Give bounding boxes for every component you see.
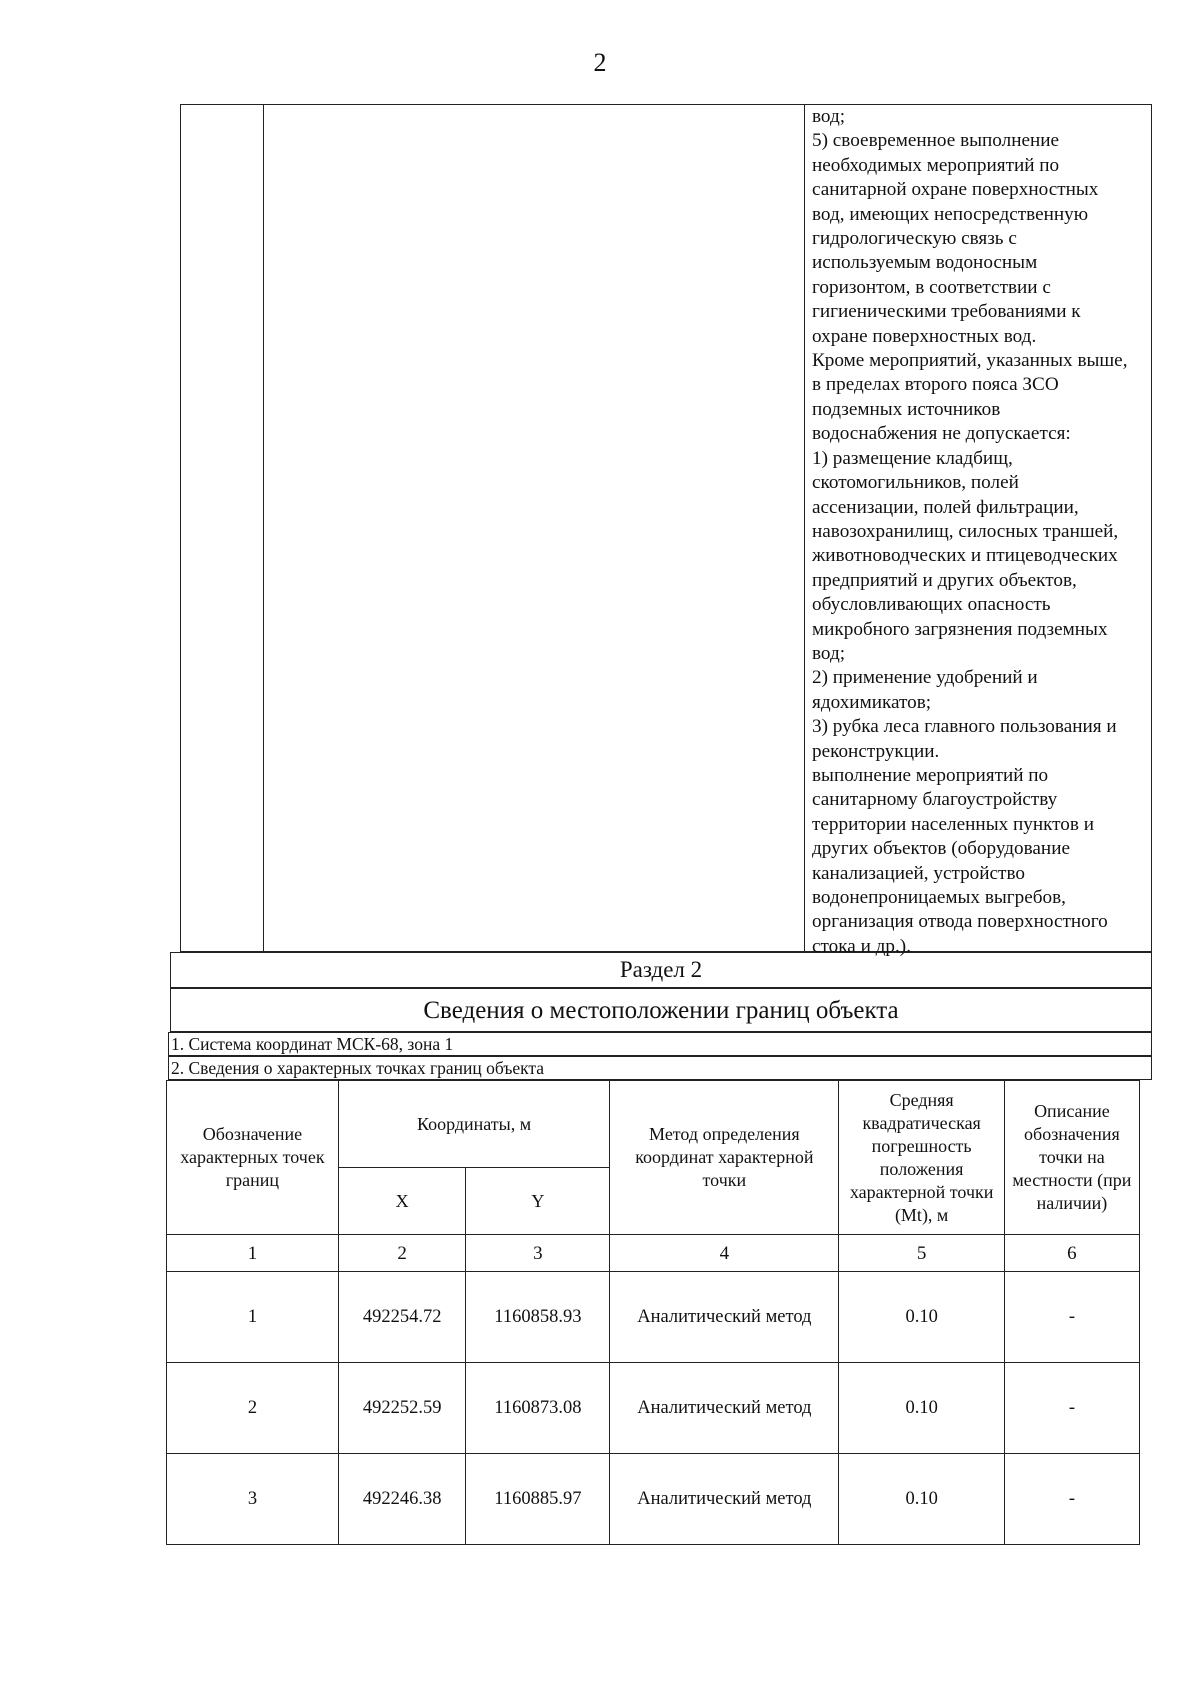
header-description: Описание обозначения точки на местности (при наличии) [1004, 1081, 1139, 1235]
text-line: организация отвода поверхностного [812, 911, 1108, 933]
text-line: стока и др.). [812, 935, 911, 957]
point-error: 0.10 [839, 1454, 1004, 1545]
points-caption: 2. Сведения о характерных точках границ объекта [168, 1056, 1152, 1080]
text-line: вод; [812, 642, 846, 664]
point-description: - [1004, 1272, 1139, 1363]
boundary-points-table [166, 1080, 1140, 1545]
text-line: охране поверхностных вод. [812, 325, 1037, 347]
column-number: 6 [1004, 1235, 1139, 1272]
point-x: 492254.72 [338, 1272, 466, 1363]
point-x: 492252.59 [338, 1363, 466, 1454]
text-line: выполнение мероприятий по [812, 764, 1049, 786]
point-id: 2 [167, 1363, 339, 1454]
header-error: Средняя квадратическая погрешность положения характерной точки (Mt), м [839, 1081, 1004, 1235]
text-line: скотомогильников, полей [812, 472, 1019, 494]
text-line: ядохимикатов; [812, 691, 932, 713]
continuation-col-1 [181, 105, 264, 951]
text-line: канализацией, устройство [812, 862, 1025, 884]
point-description: - [1004, 1454, 1139, 1545]
continuation-col-3 [808, 105, 1151, 957]
text-line: используемым водоносным [812, 252, 1038, 274]
column-number: 2 [338, 1235, 466, 1272]
text-line: необходимых мероприятий по [812, 154, 1060, 176]
text-line: предприятий и других объектов, [812, 569, 1077, 591]
point-y: 1160885.97 [466, 1454, 610, 1545]
section-title: Раздел 2 [170, 952, 1152, 988]
restrictions-text [808, 105, 1151, 959]
text-line: санитарному благоустройству [812, 789, 1058, 811]
text-line: гигиеническими требованиями к [812, 301, 1081, 323]
text-line: 5) своевременное выполнение [812, 130, 1060, 152]
text-line: горизонтом, в соответствии с [812, 276, 1051, 298]
table-row [167, 1363, 1140, 1454]
header-coordinates: Координаты, м [338, 1081, 609, 1168]
header-x: X [338, 1168, 466, 1235]
text-line: территории населенных пунктов и [812, 813, 1095, 835]
text-line: других объектов (оборудование [812, 838, 1070, 860]
text-line: вод; [812, 106, 846, 127]
column-number: 5 [839, 1235, 1004, 1272]
text-line: обусловливающих опасность [812, 594, 1051, 616]
text-line: ассенизации, полей фильтрации, [812, 496, 1079, 518]
text-line: микробного загрязнения подземных [812, 618, 1108, 640]
text-line: навозохранилищ, силосных траншей, [812, 520, 1119, 542]
point-y: 1160873.08 [466, 1363, 610, 1454]
text-line: подземных источников [812, 398, 1001, 420]
text-line: 1) размещение кладбищ, [812, 447, 1013, 469]
header-designation: Обозначение характерных точек границ [167, 1081, 339, 1235]
continuation-table [180, 104, 1152, 957]
text-line: в пределах второго пояса ЗСО [812, 374, 1059, 396]
text-line: санитарной охране поверхностных [812, 179, 1099, 201]
point-error: 0.10 [839, 1272, 1004, 1363]
table-row [167, 1454, 1140, 1545]
point-id: 3 [167, 1454, 339, 1545]
continuation-col-2 [263, 105, 805, 951]
column-number: 1 [167, 1235, 339, 1272]
text-line: гидрологическую связь с [812, 228, 1017, 250]
point-error: 0.10 [839, 1363, 1004, 1454]
text-line: 3) рубка леса главного пользования и [812, 716, 1117, 738]
text-line: 2) применение удобрений и [812, 667, 1038, 689]
text-line: животноводческих и птицеводческих [812, 545, 1118, 567]
column-number: 4 [610, 1235, 839, 1272]
text-line: Кроме мероприятий, указанных выше, [812, 350, 1128, 372]
text-line: водонепроницаемых выгребов, [812, 887, 1066, 908]
point-method: Аналитический метод [610, 1272, 839, 1363]
point-description: - [1004, 1363, 1139, 1454]
point-x: 492246.38 [338, 1454, 466, 1545]
page-number: 2 [593, 48, 607, 77]
section-subtitle: Сведения о местоположении границ объекта [170, 988, 1152, 1032]
header-method: Метод определения координат характерной точки [610, 1081, 839, 1235]
table-row [167, 1272, 1140, 1363]
point-id: 1 [167, 1272, 339, 1363]
point-method: Аналитический метод [610, 1363, 839, 1454]
text-line: реконструкции. [812, 740, 940, 762]
point-method: Аналитический метод [610, 1454, 839, 1545]
column-number: 3 [466, 1235, 610, 1272]
text-line: вод, имеющих непосредственную [812, 203, 1089, 225]
point-y: 1160858.93 [466, 1272, 610, 1363]
header-y: Y [466, 1168, 610, 1235]
text-line: водоснабжения не допускается: [812, 423, 1071, 445]
coordinate-system: 1. Система координат МСК-68, зона 1 [168, 1032, 1152, 1056]
